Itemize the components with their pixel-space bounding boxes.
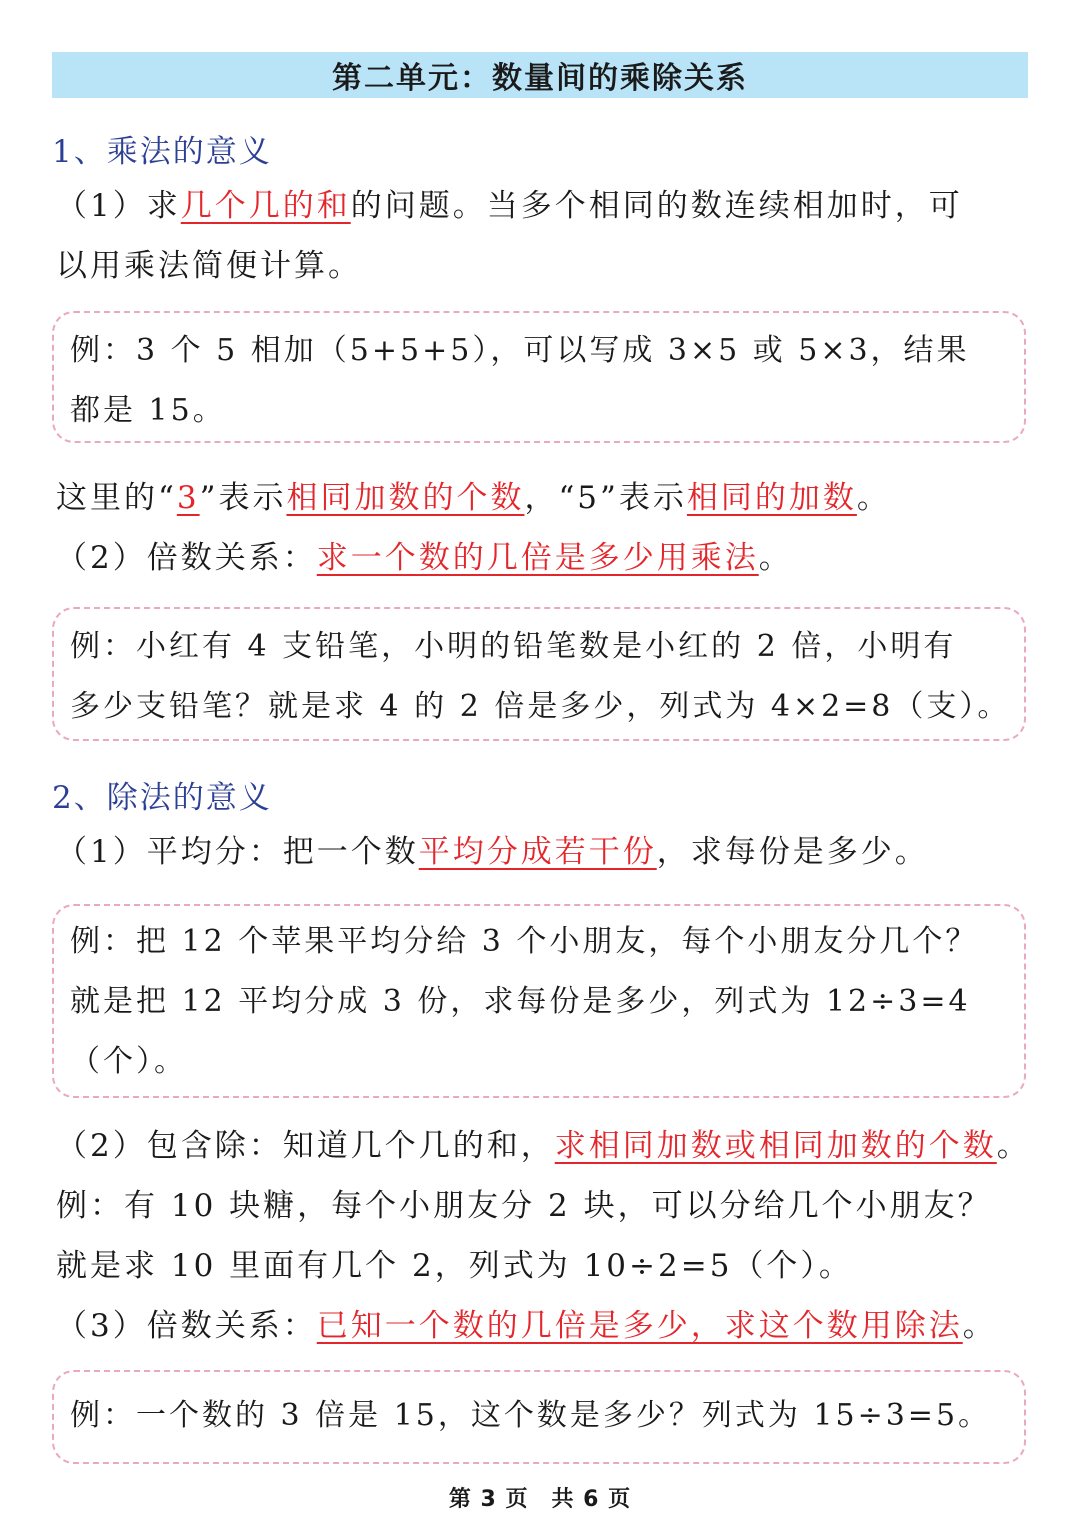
- example-line: 例：小红有 4 支铅笔，小明的铅笔数是小红的 2 倍，小明有: [70, 629, 957, 664]
- example-line: 就是把 12 平均分成 3 份，求每份是多少，列式为 12÷3=4: [70, 984, 971, 1019]
- example-line: （个）。: [70, 1044, 187, 1079]
- highlight-text: 求一个数的几倍是多少用乘法: [316, 540, 759, 576]
- highlight-text: 相同加数的个数: [286, 480, 525, 516]
- text: （1）平均分：把一个数: [56, 834, 419, 870]
- text: （2）倍数关系：: [56, 540, 317, 576]
- highlight-text: 已知一个数的几倍是多少，求这个数用除法: [316, 1308, 963, 1344]
- division-point-1: [56, 832, 1036, 872]
- text: 。: [758, 540, 793, 576]
- text: （1）求: [56, 188, 181, 224]
- text: 这里的“: [56, 480, 177, 516]
- multiplication-point-1: [56, 186, 1036, 226]
- text: 。: [856, 480, 891, 516]
- text: ”表示: [199, 480, 287, 516]
- section-heading-division: 2、除法的意义: [52, 780, 272, 816]
- example-line: 例：3 个 5 相加（5+5+5），可以写成 3×5 或 5×3，结果: [70, 333, 970, 368]
- example-line: 例：一个数的 3 倍是 15，这个数是多少？列式为 15÷3=5。: [70, 1398, 992, 1433]
- example-box: [52, 1370, 1026, 1464]
- division-example-2-line: 就是求 10 里面有几个 2，列式为 10÷2=5（个）。: [56, 1248, 853, 1284]
- multiplication-point-1-cont: 以用乘法简便计算。: [56, 248, 362, 284]
- text: （3）倍数关系：: [56, 1308, 317, 1344]
- highlight-text: 平均分成若干份: [418, 834, 657, 870]
- division-point-3: [56, 1306, 1036, 1346]
- division-example-2-line: 例：有 10 块糖，每个小朋友分 2 块，可以分给几个小朋友？: [56, 1188, 992, 1224]
- text: 。: [962, 1308, 997, 1344]
- page-title: 第二单元：数量间的乘除关系: [52, 52, 1028, 98]
- example-box: [52, 904, 1026, 1098]
- text: 的问题。当多个相同的数连续相加时，可: [350, 188, 963, 224]
- text: ，“5”表示: [524, 480, 687, 516]
- multiplication-point-2: [56, 538, 1036, 578]
- text: （2）包含除：知道几个几的和，: [56, 1128, 555, 1164]
- highlight-text: 几个几的和: [180, 188, 351, 224]
- example-line: 多少支铅笔？就是求 4 的 2 倍是多少，列式为 4×2=8（支）。: [70, 689, 1011, 724]
- example-line: 都是 15。: [70, 393, 226, 428]
- highlight-text: 3: [176, 480, 200, 516]
- highlight-text: 求相同加数或相同加数的个数: [554, 1128, 997, 1164]
- example-line: 例：把 12 个苹果平均分给 3 个小朋友，每个小朋友分几个？: [70, 924, 979, 959]
- example-box: [52, 607, 1026, 741]
- text: 。: [996, 1128, 1031, 1164]
- highlight-text: 相同的加数: [686, 480, 857, 516]
- example-box: [52, 311, 1026, 443]
- section-heading-multiplication: 1、乘法的意义: [52, 134, 272, 170]
- division-point-2: [56, 1126, 1036, 1166]
- page-number: 第 3 页 共 6 页: [448, 1487, 632, 1512]
- text: ，求每份是多少。: [656, 834, 929, 870]
- multiplication-note: [56, 478, 1036, 518]
